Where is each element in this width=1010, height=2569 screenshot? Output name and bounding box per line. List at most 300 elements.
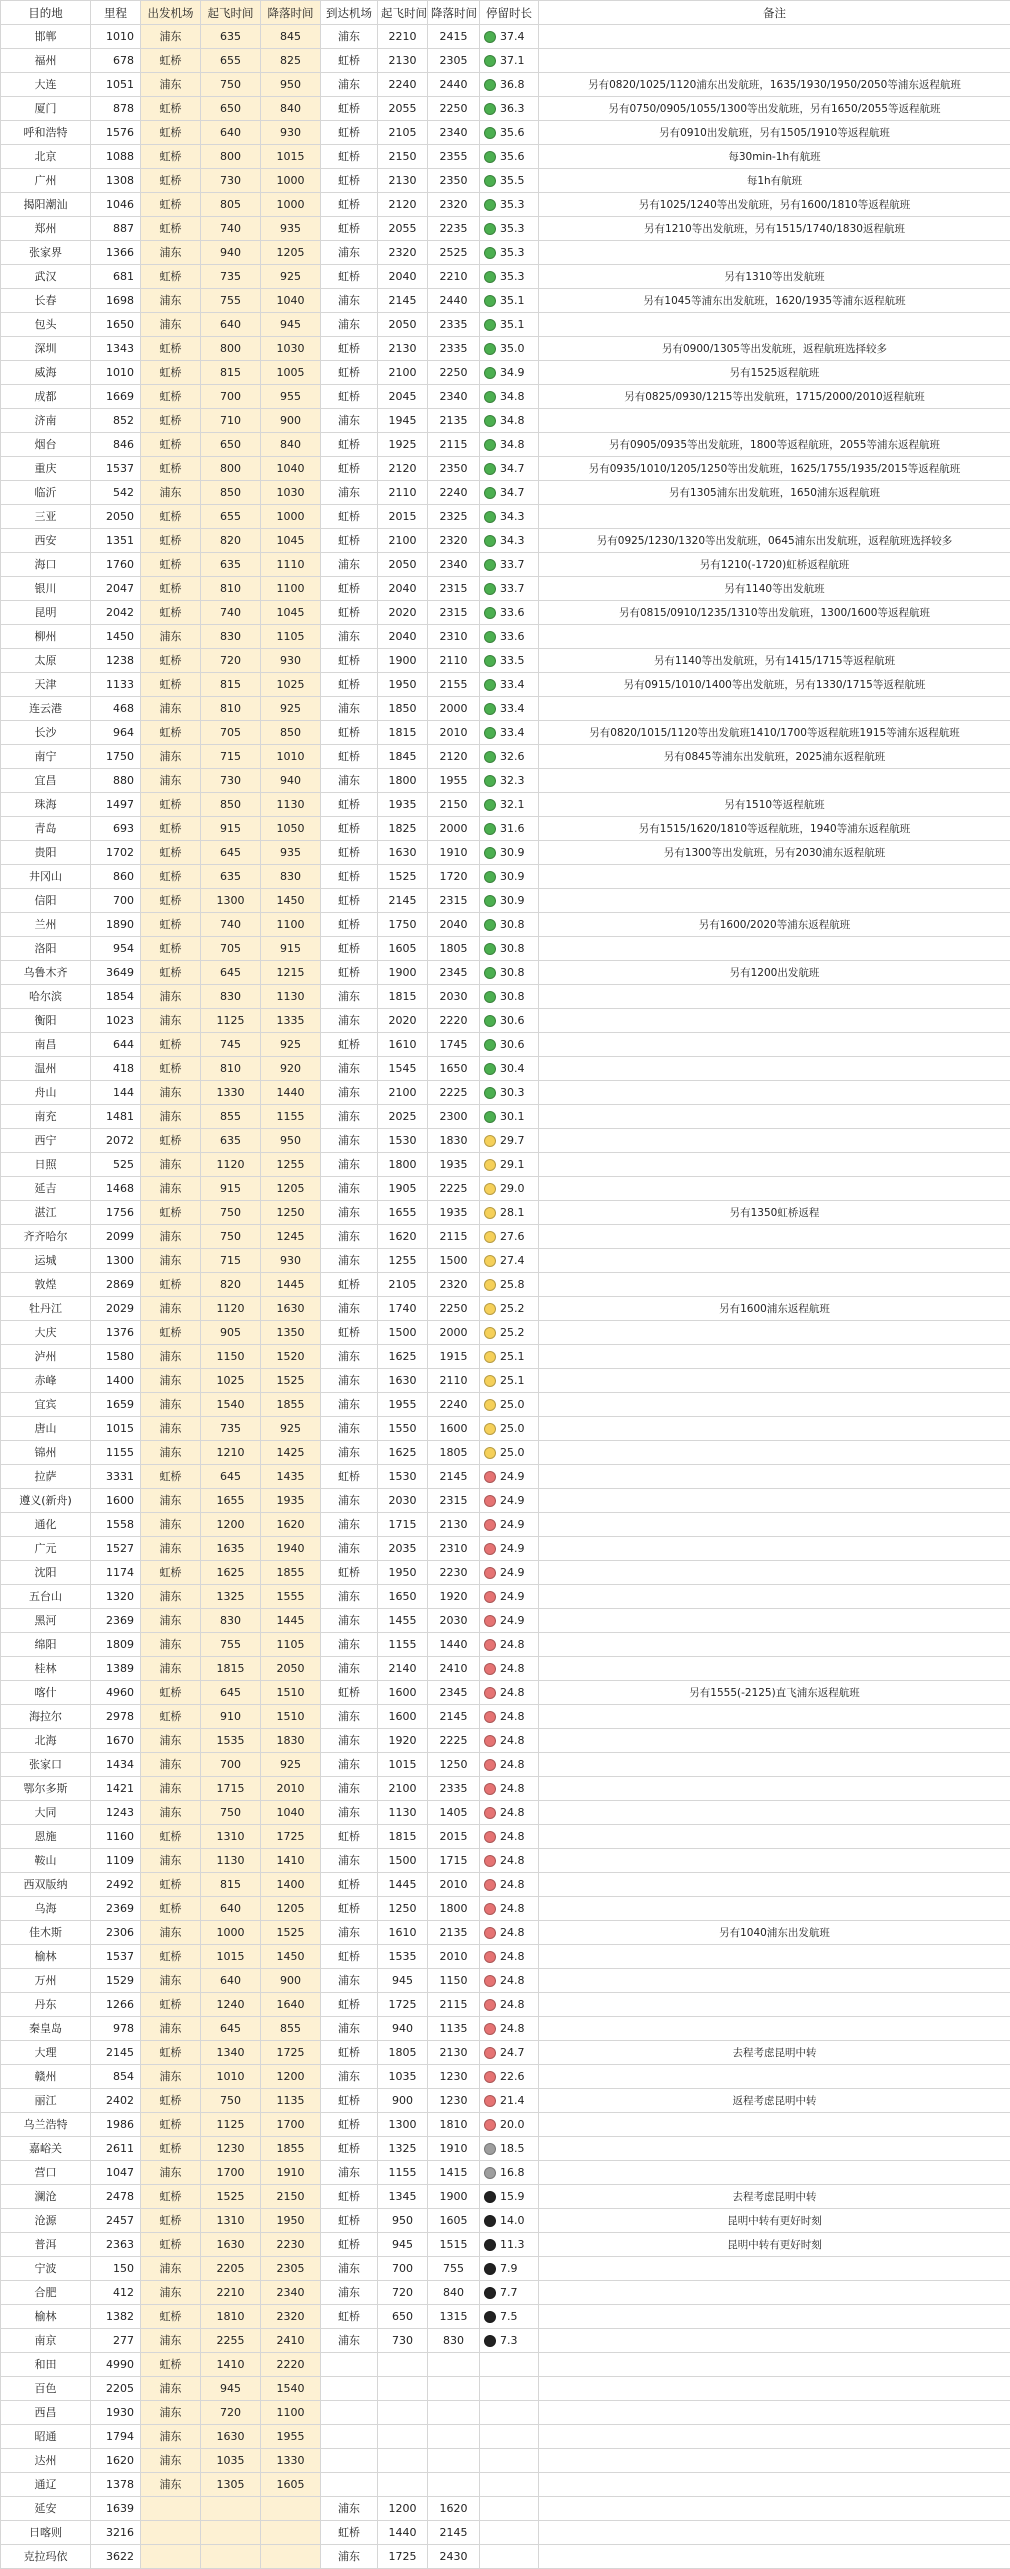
destination-cell[interactable]: 厦门 — [1, 97, 91, 121]
distance-cell[interactable]: 1300 — [91, 1249, 141, 1273]
outbound-landing-cell[interactable]: 945 — [261, 313, 321, 337]
outbound-landing-cell[interactable]: 1630 — [261, 1297, 321, 1321]
departure-airport-cell[interactable]: 虹桥 — [141, 1873, 201, 1897]
return-landing-cell[interactable]: 2310 — [428, 1537, 480, 1561]
stay-duration-cell[interactable] — [480, 169, 539, 193]
departure-airport-cell[interactable]: 浦东 — [141, 2449, 201, 2473]
departure-airport-cell[interactable]: 虹桥 — [141, 937, 201, 961]
distance-cell[interactable]: 1558 — [91, 1513, 141, 1537]
outbound-landing-cell[interactable]: 1130 — [261, 793, 321, 817]
stay-duration-cell[interactable] — [480, 1969, 539, 1993]
arrival-airport-cell[interactable]: 浦东 — [321, 1105, 378, 1129]
outbound-takeoff-cell[interactable]: 755 — [201, 289, 261, 313]
distance-cell[interactable]: 2099 — [91, 1225, 141, 1249]
departure-airport-cell[interactable]: 虹桥 — [141, 1033, 201, 1057]
return-landing-cell[interactable]: 1605 — [428, 2209, 480, 2233]
departure-airport-cell[interactable]: 浦东 — [141, 1753, 201, 1777]
arrival-airport-cell[interactable]: 虹桥 — [321, 1681, 378, 1705]
arrival-airport-cell[interactable]: 虹桥 — [321, 457, 378, 481]
notes-cell[interactable] — [539, 697, 1010, 721]
return-takeoff-cell[interactable]: 2145 — [378, 289, 428, 313]
departure-airport-cell[interactable]: 虹桥 — [141, 673, 201, 697]
outbound-landing-cell[interactable]: 925 — [261, 265, 321, 289]
return-takeoff-cell[interactable]: 1445 — [378, 1873, 428, 1897]
departure-airport-cell[interactable]: 浦东 — [141, 2017, 201, 2041]
notes-cell[interactable] — [539, 2449, 1010, 2473]
distance-cell[interactable]: 2978 — [91, 1705, 141, 1729]
return-landing-cell[interactable]: 2250 — [428, 1297, 480, 1321]
notes-cell[interactable] — [539, 25, 1010, 49]
return-takeoff-cell[interactable]: 1950 — [378, 1561, 428, 1585]
outbound-landing-cell[interactable]: 1330 — [261, 2449, 321, 2473]
departure-airport-cell[interactable]: 虹桥 — [141, 721, 201, 745]
arrival-airport-cell[interactable]: 浦东 — [321, 1129, 378, 1153]
destination-cell[interactable]: 贵阳 — [1, 841, 91, 865]
arrival-airport-cell[interactable]: 浦东 — [321, 1201, 378, 1225]
notes-cell[interactable] — [539, 1369, 1010, 1393]
notes-cell[interactable] — [539, 1801, 1010, 1825]
departure-airport-cell[interactable]: 浦东 — [141, 697, 201, 721]
notes-cell[interactable]: 另有1600浦东返程航班 — [539, 1297, 1010, 1321]
return-takeoff-cell[interactable]: 2020 — [378, 1009, 428, 1033]
outbound-landing-cell[interactable]: 1025 — [261, 673, 321, 697]
stay-duration-cell[interactable] — [480, 2497, 539, 2521]
notes-cell[interactable] — [539, 2521, 1010, 2545]
outbound-landing-cell[interactable] — [261, 2521, 321, 2545]
return-landing-cell[interactable]: 1135 — [428, 2017, 480, 2041]
arrival-airport-cell[interactable]: 虹桥 — [321, 841, 378, 865]
outbound-landing-cell[interactable]: 1445 — [261, 1273, 321, 1297]
distance-cell[interactable]: 1450 — [91, 625, 141, 649]
outbound-landing-cell[interactable]: 950 — [261, 73, 321, 97]
destination-cell[interactable]: 敦煌 — [1, 1273, 91, 1297]
departure-airport-cell[interactable]: 浦东 — [141, 985, 201, 1009]
destination-cell[interactable]: 西安 — [1, 529, 91, 553]
destination-cell[interactable]: 信阳 — [1, 889, 91, 913]
outbound-landing-cell[interactable]: 900 — [261, 409, 321, 433]
notes-cell[interactable] — [539, 1729, 1010, 1753]
destination-cell[interactable]: 温州 — [1, 1057, 91, 1081]
notes-cell[interactable] — [539, 1561, 1010, 1585]
notes-cell[interactable] — [539, 1897, 1010, 1921]
return-takeoff-cell[interactable]: 2055 — [378, 97, 428, 121]
distance-cell[interactable]: 2492 — [91, 1873, 141, 1897]
return-landing-cell[interactable]: 2300 — [428, 1105, 480, 1129]
return-takeoff-cell[interactable]: 900 — [378, 2089, 428, 2113]
arrival-airport-cell[interactable]: 虹桥 — [321, 649, 378, 673]
departure-airport-cell[interactable]: 浦东 — [141, 1609, 201, 1633]
departure-airport-cell[interactable]: 虹桥 — [141, 1561, 201, 1585]
outbound-landing-cell[interactable]: 1525 — [261, 1921, 321, 1945]
departure-airport-cell[interactable]: 虹桥 — [141, 385, 201, 409]
outbound-landing-cell[interactable]: 1245 — [261, 1225, 321, 1249]
outbound-landing-cell[interactable]: 1855 — [261, 1561, 321, 1585]
destination-cell[interactable]: 佳木斯 — [1, 1921, 91, 1945]
distance-cell[interactable]: 2369 — [91, 1609, 141, 1633]
return-takeoff-cell[interactable] — [378, 2377, 428, 2401]
notes-cell[interactable]: 去程考虑昆明中转 — [539, 2041, 1010, 2065]
outbound-landing-cell[interactable]: 1955 — [261, 2425, 321, 2449]
outbound-takeoff-cell[interactable]: 635 — [201, 865, 261, 889]
return-landing-cell[interactable]: 1720 — [428, 865, 480, 889]
stay-duration-cell[interactable] — [480, 865, 539, 889]
outbound-takeoff-cell[interactable]: 850 — [201, 793, 261, 817]
departure-airport-cell[interactable]: 虹桥 — [141, 1273, 201, 1297]
stay-duration-cell[interactable] — [480, 2137, 539, 2161]
distance-cell[interactable]: 2145 — [91, 2041, 141, 2065]
return-takeoff-cell[interactable]: 1130 — [378, 1801, 428, 1825]
distance-cell[interactable]: 1174 — [91, 1561, 141, 1585]
distance-cell[interactable]: 2869 — [91, 1273, 141, 1297]
return-landing-cell[interactable]: 2010 — [428, 1873, 480, 1897]
stay-duration-cell[interactable] — [480, 1057, 539, 1081]
outbound-takeoff-cell[interactable]: 1150 — [201, 1345, 261, 1369]
arrival-airport-cell[interactable] — [321, 2473, 378, 2497]
notes-cell[interactable] — [539, 49, 1010, 73]
header-return-landing[interactable]: 降落时间 — [428, 1, 480, 25]
return-landing-cell[interactable]: 2000 — [428, 1321, 480, 1345]
outbound-takeoff-cell[interactable]: 715 — [201, 1249, 261, 1273]
arrival-airport-cell[interactable]: 虹桥 — [321, 265, 378, 289]
stay-duration-cell[interactable] — [480, 2065, 539, 2089]
destination-cell[interactable]: 延吉 — [1, 1177, 91, 1201]
stay-duration-cell[interactable] — [480, 2017, 539, 2041]
notes-cell[interactable] — [539, 1345, 1010, 1369]
outbound-landing-cell[interactable]: 1200 — [261, 2065, 321, 2089]
departure-airport-cell[interactable]: 虹桥 — [141, 2089, 201, 2113]
departure-airport-cell[interactable]: 浦东 — [141, 745, 201, 769]
arrival-airport-cell[interactable] — [321, 2401, 378, 2425]
departure-airport-cell[interactable]: 浦东 — [141, 25, 201, 49]
return-takeoff-cell[interactable]: 2100 — [378, 1081, 428, 1105]
notes-cell[interactable]: 另有1140等出发航班 — [539, 577, 1010, 601]
outbound-landing-cell[interactable]: 1640 — [261, 1993, 321, 2017]
distance-cell[interactable]: 1481 — [91, 1105, 141, 1129]
distance-cell[interactable]: 1320 — [91, 1585, 141, 1609]
stay-duration-cell[interactable] — [480, 265, 539, 289]
outbound-takeoff-cell[interactable]: 645 — [201, 2017, 261, 2041]
return-takeoff-cell[interactable]: 650 — [378, 2305, 428, 2329]
notes-cell[interactable] — [539, 1033, 1010, 1057]
outbound-takeoff-cell[interactable]: 720 — [201, 649, 261, 673]
outbound-takeoff-cell[interactable]: 805 — [201, 193, 261, 217]
departure-airport-cell[interactable]: 浦东 — [141, 2329, 201, 2353]
arrival-airport-cell[interactable]: 浦东 — [321, 1153, 378, 1177]
return-takeoff-cell[interactable]: 2020 — [378, 601, 428, 625]
destination-cell[interactable]: 昆明 — [1, 601, 91, 625]
distance-cell[interactable]: 1376 — [91, 1321, 141, 1345]
arrival-airport-cell[interactable] — [321, 2353, 378, 2377]
outbound-takeoff-cell[interactable]: 1305 — [201, 2473, 261, 2497]
arrival-airport-cell[interactable]: 浦东 — [321, 1921, 378, 1945]
outbound-takeoff-cell[interactable]: 830 — [201, 1609, 261, 1633]
notes-cell[interactable]: 另有0825/0930/1215等出发航班，1715/2000/2010返程航班 — [539, 385, 1010, 409]
destination-cell[interactable]: 哈尔滨 — [1, 985, 91, 1009]
stay-duration-cell[interactable] — [480, 745, 539, 769]
distance-cell[interactable]: 1010 — [91, 361, 141, 385]
distance-cell[interactable]: 1794 — [91, 2425, 141, 2449]
return-takeoff-cell[interactable]: 1600 — [378, 1681, 428, 1705]
outbound-landing-cell[interactable]: 1855 — [261, 1393, 321, 1417]
return-landing-cell[interactable]: 2250 — [428, 97, 480, 121]
arrival-airport-cell[interactable]: 浦东 — [321, 1705, 378, 1729]
outbound-takeoff-cell[interactable] — [201, 2545, 261, 2569]
return-takeoff-cell[interactable]: 700 — [378, 2257, 428, 2281]
arrival-airport-cell[interactable]: 虹桥 — [321, 97, 378, 121]
destination-cell[interactable]: 营口 — [1, 2161, 91, 2185]
arrival-airport-cell[interactable]: 虹桥 — [321, 217, 378, 241]
return-takeoff-cell[interactable]: 1750 — [378, 913, 428, 937]
return-takeoff-cell[interactable]: 1900 — [378, 961, 428, 985]
return-landing-cell[interactable]: 2345 — [428, 961, 480, 985]
outbound-takeoff-cell[interactable]: 1125 — [201, 2113, 261, 2137]
outbound-landing-cell[interactable]: 925 — [261, 697, 321, 721]
distance-cell[interactable]: 1854 — [91, 985, 141, 1009]
notes-cell[interactable] — [539, 769, 1010, 793]
return-takeoff-cell[interactable]: 2045 — [378, 385, 428, 409]
outbound-landing-cell[interactable]: 1335 — [261, 1009, 321, 1033]
return-landing-cell[interactable]: 2145 — [428, 1705, 480, 1729]
return-takeoff-cell[interactable]: 2050 — [378, 313, 428, 337]
stay-duration-cell[interactable] — [480, 649, 539, 673]
departure-airport-cell[interactable]: 浦东 — [141, 1009, 201, 1033]
stay-duration-cell[interactable] — [480, 409, 539, 433]
return-landing-cell[interactable]: 2225 — [428, 1081, 480, 1105]
notes-cell[interactable]: 另有0820/1015/1120等出发航班1410/1700等返程航班1915等浦东返程航班 — [539, 721, 1010, 745]
return-takeoff-cell[interactable]: 1805 — [378, 2041, 428, 2065]
notes-cell[interactable]: 另有1525返程航班 — [539, 361, 1010, 385]
outbound-takeoff-cell[interactable]: 705 — [201, 937, 261, 961]
return-takeoff-cell[interactable] — [378, 2449, 428, 2473]
return-landing-cell[interactable]: 2030 — [428, 985, 480, 1009]
destination-cell[interactable]: 沈阳 — [1, 1561, 91, 1585]
stay-duration-cell[interactable] — [480, 2377, 539, 2401]
return-landing-cell[interactable]: 2305 — [428, 49, 480, 73]
return-landing-cell[interactable]: 2230 — [428, 1561, 480, 1585]
destination-cell[interactable]: 西昌 — [1, 2401, 91, 2425]
outbound-landing-cell[interactable]: 930 — [261, 121, 321, 145]
outbound-landing-cell[interactable]: 900 — [261, 1969, 321, 1993]
departure-airport-cell[interactable]: 浦东 — [141, 1297, 201, 1321]
stay-duration-cell[interactable] — [480, 1321, 539, 1345]
notes-cell[interactable] — [539, 1489, 1010, 1513]
arrival-airport-cell[interactable]: 虹桥 — [321, 2209, 378, 2233]
arrival-airport-cell[interactable]: 浦东 — [321, 1585, 378, 1609]
notes-cell[interactable] — [539, 1993, 1010, 2017]
notes-cell[interactable]: 每1h有航班 — [539, 169, 1010, 193]
return-takeoff-cell[interactable] — [378, 2425, 428, 2449]
return-takeoff-cell[interactable]: 1345 — [378, 2185, 428, 2209]
notes-cell[interactable] — [539, 409, 1010, 433]
distance-cell[interactable]: 1760 — [91, 553, 141, 577]
outbound-takeoff-cell[interactable]: 1535 — [201, 1729, 261, 1753]
distance-cell[interactable]: 878 — [91, 97, 141, 121]
outbound-takeoff-cell[interactable]: 1630 — [201, 2233, 261, 2257]
outbound-landing-cell[interactable]: 845 — [261, 25, 321, 49]
notes-cell[interactable] — [539, 889, 1010, 913]
destination-cell[interactable]: 海拉尔 — [1, 1705, 91, 1729]
destination-cell[interactable]: 乌鲁木齐 — [1, 961, 91, 985]
distance-cell[interactable]: 1088 — [91, 145, 141, 169]
arrival-airport-cell[interactable]: 虹桥 — [321, 1993, 378, 2017]
departure-airport-cell[interactable]: 虹桥 — [141, 193, 201, 217]
outbound-takeoff-cell[interactable]: 1035 — [201, 2449, 261, 2473]
return-landing-cell[interactable]: 2145 — [428, 2521, 480, 2545]
arrival-airport-cell[interactable] — [321, 2425, 378, 2449]
arrival-airport-cell[interactable]: 虹桥 — [321, 2041, 378, 2065]
destination-cell[interactable]: 烟台 — [1, 433, 91, 457]
return-takeoff-cell[interactable]: 1845 — [378, 745, 428, 769]
notes-cell[interactable] — [539, 1249, 1010, 1273]
notes-cell[interactable]: 另有1515/1620/1810等返程航班，1940等浦东返程航班 — [539, 817, 1010, 841]
stay-duration-cell[interactable] — [480, 625, 539, 649]
stay-duration-cell[interactable] — [480, 1201, 539, 1225]
return-landing-cell[interactable]: 2310 — [428, 625, 480, 649]
departure-airport-cell[interactable]: 浦东 — [141, 1585, 201, 1609]
header-outbound-landing[interactable]: 降落时间 — [261, 1, 321, 25]
return-takeoff-cell[interactable]: 1925 — [378, 433, 428, 457]
notes-cell[interactable] — [539, 1177, 1010, 1201]
notes-cell[interactable] — [539, 2353, 1010, 2377]
return-takeoff-cell[interactable]: 2130 — [378, 337, 428, 361]
outbound-landing-cell[interactable]: 1855 — [261, 2137, 321, 2161]
stay-duration-cell[interactable] — [480, 241, 539, 265]
return-takeoff-cell[interactable]: 2050 — [378, 553, 428, 577]
stay-duration-cell[interactable] — [480, 1561, 539, 1585]
outbound-takeoff-cell[interactable]: 750 — [201, 73, 261, 97]
arrival-airport-cell[interactable]: 虹桥 — [321, 2137, 378, 2161]
destination-cell[interactable]: 日喀则 — [1, 2521, 91, 2545]
return-takeoff-cell[interactable]: 2055 — [378, 217, 428, 241]
outbound-takeoff-cell[interactable]: 855 — [201, 1105, 261, 1129]
return-landing-cell[interactable]: 2115 — [428, 433, 480, 457]
return-takeoff-cell[interactable]: 2105 — [378, 1273, 428, 1297]
return-landing-cell[interactable] — [428, 2449, 480, 2473]
outbound-takeoff-cell[interactable]: 750 — [201, 1801, 261, 1825]
outbound-takeoff-cell[interactable]: 1815 — [201, 1657, 261, 1681]
outbound-takeoff-cell[interactable]: 1655 — [201, 1489, 261, 1513]
outbound-takeoff-cell[interactable]: 1010 — [201, 2065, 261, 2089]
destination-cell[interactable]: 丹东 — [1, 1993, 91, 2017]
distance-cell[interactable]: 1243 — [91, 1801, 141, 1825]
stay-duration-cell[interactable] — [480, 1945, 539, 1969]
distance-cell[interactable]: 525 — [91, 1153, 141, 1177]
outbound-takeoff-cell[interactable]: 740 — [201, 217, 261, 241]
distance-cell[interactable]: 954 — [91, 937, 141, 961]
notes-cell[interactable]: 另有0815/0910/1235/1310等出发航班，1300/1600等返程航班 — [539, 601, 1010, 625]
arrival-airport-cell[interactable]: 虹桥 — [321, 961, 378, 985]
return-landing-cell[interactable]: 1315 — [428, 2305, 480, 2329]
stay-duration-cell[interactable] — [480, 433, 539, 457]
outbound-landing-cell[interactable]: 1910 — [261, 2161, 321, 2185]
outbound-takeoff-cell[interactable]: 730 — [201, 169, 261, 193]
distance-cell[interactable]: 846 — [91, 433, 141, 457]
return-landing-cell[interactable]: 1955 — [428, 769, 480, 793]
notes-cell[interactable] — [539, 1057, 1010, 1081]
outbound-landing-cell[interactable]: 2010 — [261, 1777, 321, 1801]
outbound-landing-cell[interactable]: 850 — [261, 721, 321, 745]
return-takeoff-cell[interactable]: 1625 — [378, 1345, 428, 1369]
return-landing-cell[interactable]: 1745 — [428, 1033, 480, 1057]
destination-cell[interactable]: 济南 — [1, 409, 91, 433]
departure-airport-cell[interactable]: 浦东 — [141, 2281, 201, 2305]
destination-cell[interactable]: 舟山 — [1, 1081, 91, 1105]
departure-airport-cell[interactable]: 虹桥 — [141, 793, 201, 817]
departure-airport-cell[interactable]: 虹桥 — [141, 553, 201, 577]
arrival-airport-cell[interactable]: 虹桥 — [321, 361, 378, 385]
outbound-takeoff-cell[interactable]: 1120 — [201, 1153, 261, 1177]
departure-airport-cell[interactable]: 浦东 — [141, 2065, 201, 2089]
arrival-airport-cell[interactable]: 浦东 — [321, 1657, 378, 1681]
header-departure-airport[interactable]: 出发机场 — [141, 1, 201, 25]
header-return-takeoff[interactable]: 起飞时间 — [378, 1, 428, 25]
destination-cell[interactable]: 连云港 — [1, 697, 91, 721]
stay-duration-cell[interactable] — [480, 2353, 539, 2377]
return-takeoff-cell[interactable]: 2100 — [378, 1777, 428, 1801]
departure-airport-cell[interactable]: 虹桥 — [141, 1681, 201, 1705]
destination-cell[interactable]: 通化 — [1, 1513, 91, 1537]
outbound-landing-cell[interactable]: 1410 — [261, 1849, 321, 1873]
stay-duration-cell[interactable] — [480, 1249, 539, 1273]
notes-cell[interactable] — [539, 1873, 1010, 1897]
outbound-takeoff-cell[interactable]: 810 — [201, 697, 261, 721]
stay-duration-cell[interactable] — [480, 2305, 539, 2329]
outbound-takeoff-cell[interactable]: 800 — [201, 145, 261, 169]
return-landing-cell[interactable]: 2315 — [428, 889, 480, 913]
return-takeoff-cell[interactable]: 1825 — [378, 817, 428, 841]
arrival-airport-cell[interactable]: 虹桥 — [321, 1465, 378, 1489]
departure-airport-cell[interactable] — [141, 2521, 201, 2545]
departure-airport-cell[interactable]: 虹桥 — [141, 841, 201, 865]
return-takeoff-cell[interactable]: 1500 — [378, 1849, 428, 1873]
arrival-airport-cell[interactable]: 浦东 — [321, 1225, 378, 1249]
outbound-takeoff-cell[interactable]: 1625 — [201, 1561, 261, 1585]
outbound-landing-cell[interactable]: 1155 — [261, 1105, 321, 1129]
outbound-takeoff-cell[interactable]: 635 — [201, 25, 261, 49]
outbound-landing-cell[interactable]: 1940 — [261, 1537, 321, 1561]
destination-cell[interactable]: 深圳 — [1, 337, 91, 361]
notes-cell[interactable] — [539, 625, 1010, 649]
return-landing-cell[interactable]: 2430 — [428, 2545, 480, 2569]
notes-cell[interactable]: 另有0750/0905/1055/1300等出发航班，另有1650/2055等返程航班 — [539, 97, 1010, 121]
return-takeoff-cell[interactable] — [378, 2473, 428, 2497]
destination-cell[interactable]: 张家界 — [1, 241, 91, 265]
outbound-landing-cell[interactable]: 2320 — [261, 2305, 321, 2329]
outbound-takeoff-cell[interactable]: 735 — [201, 265, 261, 289]
departure-airport-cell[interactable]: 虹桥 — [141, 577, 201, 601]
distance-cell[interactable]: 2363 — [91, 2233, 141, 2257]
notes-cell[interactable]: 返程考虑昆明中转 — [539, 2089, 1010, 2113]
destination-cell[interactable]: 大庆 — [1, 1321, 91, 1345]
header-stay-duration[interactable]: 停留时长 — [480, 1, 539, 25]
outbound-landing-cell[interactable]: 1440 — [261, 1081, 321, 1105]
outbound-landing-cell[interactable]: 1520 — [261, 1345, 321, 1369]
stay-duration-cell[interactable] — [480, 985, 539, 1009]
arrival-airport-cell[interactable]: 虹桥 — [321, 1825, 378, 1849]
outbound-takeoff-cell[interactable]: 740 — [201, 601, 261, 625]
outbound-landing-cell[interactable]: 1030 — [261, 481, 321, 505]
departure-airport-cell[interactable]: 浦东 — [141, 1177, 201, 1201]
stay-duration-cell[interactable] — [480, 2329, 539, 2353]
header-distance[interactable]: 里程 — [91, 1, 141, 25]
return-landing-cell[interactable]: 2345 — [428, 1681, 480, 1705]
departure-airport-cell[interactable]: 浦东 — [141, 1225, 201, 1249]
destination-cell[interactable]: 珠海 — [1, 793, 91, 817]
notes-cell[interactable]: 另有0820/1025/1120浦东出发航班，1635/1930/1950/2050等浦东返程航班 — [539, 73, 1010, 97]
outbound-takeoff-cell[interactable]: 800 — [201, 337, 261, 361]
outbound-landing-cell[interactable]: 935 — [261, 217, 321, 241]
arrival-airport-cell[interactable]: 虹桥 — [321, 2089, 378, 2113]
